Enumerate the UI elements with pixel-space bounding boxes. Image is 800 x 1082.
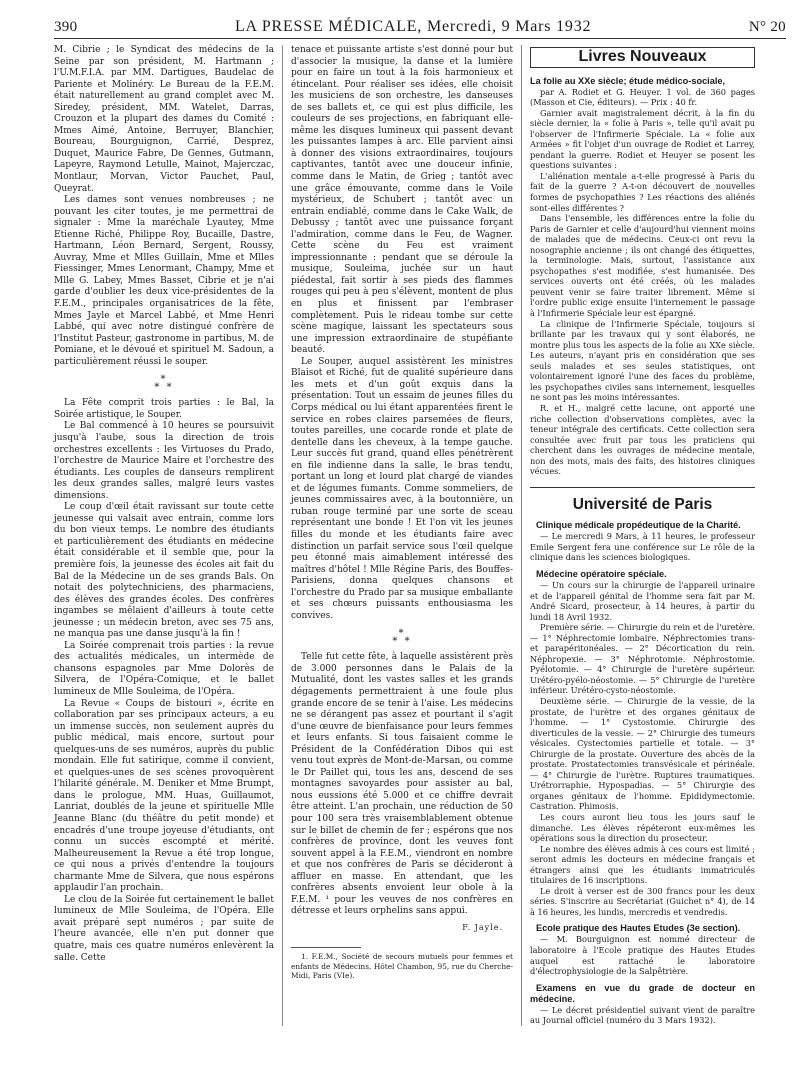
paragraph: tenace et puissante artiste s'est donné pour but d'associer la musique, la danse et la lumière pour en faire un tout à la fois harmonieux et étincelant. Pour réaliser ses idées, elle choisit les musiciens de son orchestre, les danseuses de ses ballets et, ce qui est plus difficile, les couleurs de ses projections, en fabriquant elle-même les disques lumineux qui passent devant les puissantes lampes à arc. Elle parvient ainsi à donner des visions extraordinaires, toujours captivantes, tantôt avec une douceur infinie, comme dans le Matin, de Grieg ; tantôt avec une grâce émouvante, comme dans le Voile mystérieux, de Schubert ; tantôt avec un entrain endiablé, comme dans le Cake Walk, de Debussy ; tantôt avec une puissance forçant l'admiration, comme dans le Feu, de Wagner. Cette scène du Feu est vraiment impressionnante : pendant que se déroule la musique, Souleima, juchée sur un haut piédestal, fait sortir à ses pieds des flammes rouges qui peu à peu s'élèvent, montent de plus en plus et finissent par l'embraser complètement. Puis le rideau tombe sur cette scène magique, laissant les spectateurs sous une impression extraordinaire de stupéfiante beauté. (291, 45, 513, 356)
paragraph: La Revue « Coups de bistouri », écrite en collaboration par ses principaux acteurs, a eu un immense succès, non seulement auprès du public médical, mais encore, surtout pour quelques-uns de ses numéros, auprès du public mondain. Elle fut satirique, comme il convient, et quelques-unes de ses scènes provoquèrent l'hilarité générale. M. Deniker et Mme Brumpt, dans le prologue, MM. Huas, Guillaumot, Lanriat, doublés de la jeune et spirituelle Mlle Jeanne Blanc (du théâtre du petit monde) et encadrés d'une troupe joyeuse d'étudiants, ont connu un succès escompté et mérité. Malheureusement la Revue a été trop longue, ce qui nous a privés d'entendre la toujours charmante Mme de Silvera, que nous espérons applaudir l'an prochain. (54, 698, 274, 894)
paragraph: La Soirée comprenait trois parties : la revue des actualités médicales, un intermède de chansons espagnoles par Mme Dolorès de Silvera, de l'Opéra-Comique, et le ballet lumineux de Mlle Souleima, de l'Opéra. (54, 640, 274, 697)
paragraph: Le clou de la Soirée fut certainement le ballet lumineux de Mlle Souleima, de l'Opéra. Elle avait préparé sept numéros ; par suite de l'heure avancée, elle n'en put donner que quatre, mais ces quatre numéros enlevèrent la salle. Cette (54, 894, 274, 963)
column-right (521, 45, 755, 1026)
paragraph: Le nombre des élèves admis à ces cours est limité ; seront admis les docteurs en médecine français et étrangers ainsi que les étudiants immatriculés titulaires de 16 inscriptions. (530, 843, 755, 886)
paragraph: Le Bal commencé à 10 heures se poursuivit jusqu'à l'aube, sous la direction de trois orchestres excellents : les Virtuoses du Prado, l'orchestre de Maurice Maire et l'orchestre des étudiants. Les couples de danseurs remplirent les deux grandes salles, malgré leurs vastes dimensions. (54, 421, 274, 501)
section-divider (530, 487, 755, 488)
paragraph: Le droit à verser est de 300 francs pour les deux séries. S'inscrire au Secrétariat (Guichet n° 4), de 14 à 16 heures, les lundis, mercredis et vendredis. (530, 885, 755, 917)
column-left (54, 45, 282, 1026)
livres-nouveaux-heading: Livres Nouveaux (530, 47, 755, 68)
columns (54, 45, 786, 1026)
news-item-title: Clinique médicale propédeutique de la Charité. (536, 520, 741, 531)
news-item (530, 923, 755, 976)
paragraph: Les dames sont venues nombreuses ; ne pouvant les citer toutes, je me permettrai de signaler : Mme la maréchale Lyautey, Mme Etienne Riché, Philippe Roy, Bucaille, Dastre, Hartmann, Léon Bernard, Sergent, Roussy, Auvray, Mme et Mlles Guillain, Mme et Mlles Fiessinger, Mmes Lenormant, Champy, Mme et Mlle G. Labey, Mmes Basset, Cibrie et je n'ai garde d'oublier les deux vice-présidentes de la F.E.M., principales organisatrices de la fête, Mmes Jayle et Marcel Labbé, et Mme Henri Labbé, qui avec notre distingué confrère de l'Institut Pasteur, gastronome in partibus, M. de Pomiane, et le dévoué et spirituel M. Sadoun, a particulièrement réussi le souper. (54, 195, 274, 367)
book-meta: par A. Rodiet et G. Heuyer. 1 vol. de 360 pages (Masson et Cie, éditeurs). — Prix : 40 fr. (530, 86, 755, 108)
page-header (54, 18, 786, 39)
section-separator: * * * (154, 374, 174, 394)
footnote-rule (291, 947, 361, 948)
paragraph: — Le mercredi 9 Mars, à 11 heures, le professeur Emile Sergent fera une conférence sur Le rôle de la clinique dans les sciences biologiques. (530, 531, 755, 563)
news-item (530, 983, 755, 1026)
paragraph: Dans l'ensemble, les différences entre la folie du Paris de Garnier et celle d'aujourd'hui viennent moins de malades que de médecins. Ceux-ci ont revu la nosographie ancienne ; ils ont changé des étiquettes, la terminologie. Mais, surtout, l'assistance aux psychopathes s'est modifiée, s'est humanisée. Des services ouverts ont été créés, où les malades peuvent venir se faire traiter librement. Même si l'ordre public exige ensuite l'internement le passage à l'Infirmerie Spéciale leur est épargné. (530, 213, 755, 319)
paragraph: Le Souper, auquel assistèrent les ministres Blaisot et Riché, fut de qualité supérieure dans les mets et d'un goût exquis dans la présentation. Tout un essaim de jeunes filles du Corps médical ou lui étant apparentées firent le service en robes claires parsemées de fleurs, toutes pareilles, une cocarde ronde et plate de dentelle dans les cheveux, à la tempe gauche. Leur succès fut grand, quand elles pénétrèrent en file indienne dans la salle, le bras tendu, portant un long et lourd plat chargé de viandes et de légumes fumants. Comme sommeliers, de jeunes commissaires avec, à la boutonnière, un ruban rouge terminé par une sorte de sceau représentant une bonde ! Et l'on vit les jeunes filles du monde et les étudiants faire avec distinction un parfait service sous l'œil quelque peu étonné mais aimablement intéressé des maîtres d'hôtel ! Mlle Régine Paris, des Bouffes-Parisiens, donna quelques chansons et l'orchestre du Prado par sa musique emballante et ses chœurs puissants enthousiasma les convives. (291, 356, 513, 621)
paragraph: Garnier avait magistralement décrit, à la fin du siècle dernier, la « folie à Paris », telle qu'il avait pu l'observer de l'Infirmerie Spéciale. La « folie aux Armées » fit l'objet d'un ouvrage de Rodiet et Larrey, pendant la guerre. Rodiet et Heuyer se posent les questions suivantes : (530, 107, 755, 171)
news-item-title: Examens en vue du grade de docteur en médecine. (530, 982, 755, 1004)
author-signature: F. Jayle. (462, 922, 503, 932)
news-item (530, 520, 755, 563)
journal-name: LA PRESSE MÉDICALE, (234, 18, 423, 35)
paragraph: Deuxième série. — Chirurgie de la vessie, de la prostate, de l'urètre et des organes génitaux de l'homme. — 1° Cystostomie. Chirurgie des diverticules de la vessie. — 2° Chirurgie des tumeurs vésicales. Cystectomies partielle et totale. — 3° Chirurgie de la prostate. Ouverture des abcès de la prostate. Prostatectomies transvésicale et périnéale. — 4° Chirurgie de l'urètre. Ruptures traumatiques. Urétrorraphie. Hypospadias. — 5° Chirurgie des organes génitaux de l'homme. Epididymectomie. Castration. Phimosis. (530, 695, 755, 812)
paragraph: R. et H., malgré cette lacune, ont apporté une riche collection d'observations complètes, avec la teneur intégrale des certificats. Cette collection sera consultée avec fruit par tous les praticiens qui cherchent dans les ouvrages de médecine mentale, non des mots, mais des faits, des histoires cliniques vécues. (530, 402, 755, 477)
universite-heading: Université de Paris (572, 495, 713, 513)
paragraph: La Fête comprit trois parties : le Bal, la Soirée artistique, le Souper. (54, 398, 274, 420)
paragraph: Les cours auront lieu tous les jours sauf le dimanche. Les élèves répéteront eux-mêmes les opérations sous la direction du prosecteur. (530, 812, 755, 844)
news-item (530, 569, 755, 918)
issue-date: Mercredi, 9 Mars 1932 (427, 18, 592, 35)
column-middle (282, 45, 521, 1026)
book-title: La folie au XXe siècle; étude médico-sociale, (530, 75, 726, 86)
paragraph: — M. Bourguignon est nommé directeur de laboratoire à l'Ecole pratique des Hautes Etudes auquel est rattaché le laboratoire d'électrophysiologie de la Salpêtrière. (530, 934, 755, 977)
news-item-title: Médecine opératoire spéciale. (536, 568, 667, 579)
paragraph: La clinique de l'Infirmerie Spéciale, toujours si brillante par les travaux qui y sont élaborés, ne montre plus tous les aspects de la folie au XXe siècle. Les auteurs, n'ayant pris en considération que ses seuls malades et ses seules statistiques, ont volontairement ignoré l'une des faces du problème, les psychopathes civiles sans internement, lesquelles ne sont pas les moins intéressantes. (530, 318, 755, 403)
issue-number: N° 20 (748, 19, 786, 35)
page-number: 390 (54, 19, 78, 35)
paragraph: Première série. — Chirurgie du rein et de l'uretère. — 1° Néphrectomie lombaire. Néphrectomies trans- et parapéritonéales. — 2° Décortication du rein. Néphropexie. — 3° Néphrotomie. Néphrostomie. Pyélotomie. — 4° Chirurgie de l'uretère supérieur. Urétéro-pyélo-néostomie. — 5° Chirurgie de l'uretère inférieur. Urétéro-cysto-néostomie. (530, 622, 755, 696)
footnote: 1. F.E.M., Société de secours mutuels pour femmes et enfants de Médecins, Hôtel Chambon, 95, rue du Cherche-Midi, Paris (VIe). (291, 952, 513, 981)
paragraph: — Un cours sur la chirurgie de l'appareil urinaire et de l'appareil génital de l'homme sera fait par M. André Sicard, prosecteur, à 14 heures, à partir du lundi 18 Avril 1932. (530, 579, 755, 622)
news-item-title: Ecole pratique des Hautes Etudes (3e section). (536, 923, 741, 934)
paragraph: Telle fut cette fête, à laquelle assistèrent près de 3.000 personnes dans le Palais de la Mutualité, dont les vastes salles et les grands dégagements permettraient à une foule plus grande encore de se tenir à l'aise. Les médecins ne se dérangent pas assez et pourtant il s'agit d'une œuvre de bienfaisance pour leurs femmes et leurs enfants. Si tous faisaient comme le Président de la Confédération Dibos qui est venu tout exprès de Mont-de-Marsan, ou comme le Dr Paillet qui, tous les ans, descend de ses montagnes savoyardes pour assister au bal, nous eussions été 5.000 et ce chiffre devrait être atteint. L'an prochain, une réduction de 50 pour 100 sera très vraisemblablement obtenue sur le billet de chemin de fer ; espérons que nos confrères de province, dont les veuves font souvent appel à la F.E.M., viendront en nombre et que nos confrères de Paris se décideront à affluer en masse. En attendant, que les confrères absents envoient leur obole à la F.E.M. ¹ pour les veuves de nos confrères en détresse et leurs orphelins sans appui. (291, 652, 513, 917)
section-separator: * * * (392, 628, 412, 648)
journal-heading (235, 18, 591, 36)
paragraph: Le coup d'œil était ravissant sur toute cette jeunesse qui valsait avec entrain, comme lors du bon vieux temps. Le nombre des étudiants et particulièrement des étudiants en médecine était considérable et il semble que, pour la première fois, la jeunesse des écoles ait fait du Bal de la Médecine un de ses grands Bals. On notait des polytechniciens, des pharmaciens, des élèves des grandes écoles. Des confrères ingambes se mêlaient d'ailleurs à toute cette jeunesse ; un médecin breton, avec ses 75 ans, ne manqua pas une danse jusqu'à la fin ! (54, 502, 274, 640)
paragraph: — Le décret présidentiel suivant vient de paraître au Journal officiel (numéro du 3 Mars 1932). (530, 1004, 755, 1026)
paragraph: L'aliénation mentale a-t-elle progressé à Paris du fait de la guerre ? A-t-on découvert de nouvelles formes de psychopathies ? Les réactions des aliénés sont-elles différentes ? (530, 170, 755, 213)
paragraph: M. Cibrie ; le Syndicat des médecins de la Seine par son président, M. Hartmann ; l'U.M.F.I.A. par MM. Dartigues, Baudelac de Pariente et Molinéry. Le Bureau de la F.E.M. était naturellement au grand complet avec M. Siredey, président, MM. Watelet, Darras, Crouzon et la plupart des dames du Comité : Mmes Aimé, Antoine, Berruyer, Blanchier, Boureau, Bourguignon, Carrié, Desprez, Duquet, Maurice Fabre, De Gennes, Gutmann, Lapeyre, Raymond Letulle, Mainot, Majerczac, Montlaur, Morvan, Victor Pauchet, Paul, Queyrat. (54, 45, 274, 194)
